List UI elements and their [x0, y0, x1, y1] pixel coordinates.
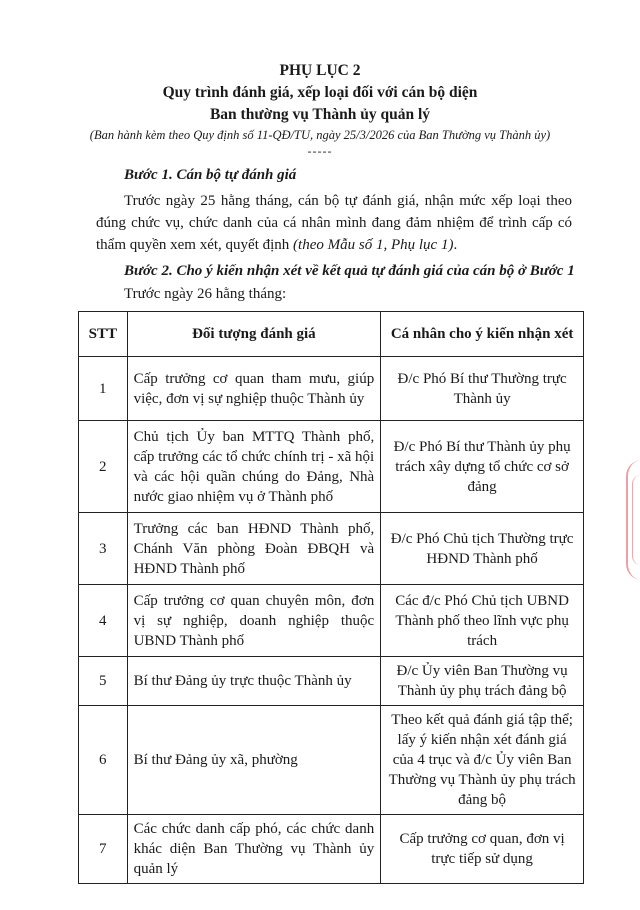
row-reviewer: Các đ/c Phó Chủ tịch UBND Thành phố theo lĩnh vực phụ trách — [381, 585, 584, 657]
step1-paragraph — [96, 190, 572, 256]
step2-heading: Bước 2. Cho ý kiến nhận xét về kết quả tự đánh giá của cán bộ ở Bước 1 — [124, 263, 575, 279]
row-object: Cấp trưởng cơ quan chuyên môn, đơn vị sự nghiệp, doanh nghiệp thuộc UBND Thành phố — [127, 585, 381, 657]
row-reviewer: Đ/c Ủy viên Ban Thường vụ Thành ủy phụ trách đảng bộ — [381, 657, 584, 706]
separator: ----- — [307, 144, 333, 158]
row-object: Bí thư Đảng ủy xã, phường — [127, 706, 381, 815]
row-stt: 5 — [79, 657, 128, 706]
row-object: Trưởng các ban HĐND Thành phố, Chánh Văn phòng Đoàn ĐBQH và HĐND Thành phố — [127, 513, 381, 585]
row-reviewer: Theo kết quả đánh giá tập thể; lấy ý kiến nhận xét đánh giá của 4 trục và đ/c Ủy viên Ban Thường vụ Thành ủy phụ trách đảng bộ — [381, 706, 584, 815]
table-row — [79, 585, 584, 657]
row-stt: 3 — [79, 513, 128, 585]
row-object: Các chức danh cấp phó, các chức danh khác diện Ban Thường vụ Thành ủy quản lý — [127, 815, 381, 884]
doc-title-line2: Ban thường vụ Thành ủy quản lý — [209, 106, 431, 123]
red-stamp-inner-mark — [632, 475, 640, 565]
row-stt: 7 — [79, 815, 128, 884]
review-table — [78, 311, 584, 884]
table-row — [79, 706, 584, 815]
table-row — [79, 815, 584, 884]
row-stt: 2 — [79, 421, 128, 513]
row-reviewer: Đ/c Phó Bí thư Thường trực Thành ủy — [381, 357, 584, 421]
row-reviewer: Đ/c Phó Chủ tịch Thường trực HĐND Thành phố — [381, 513, 584, 585]
row-stt: 4 — [79, 585, 128, 657]
row-reviewer: Cấp trưởng cơ quan, đơn vị trực tiếp sử dụng — [381, 815, 584, 884]
table-row — [79, 357, 584, 421]
table-header-row — [79, 312, 584, 357]
doc-subtitle: (Ban hành kèm theo Quy định số 11-QĐ/TU, ngày 25/3/2026 của Ban Thường vụ Thành ủy) — [89, 128, 551, 142]
table-row — [79, 421, 584, 513]
row-object: Cấp trưởng cơ quan tham mưu, giúp việc, đơn vị sự nghiệp thuộc Thành ủy — [127, 357, 381, 421]
step1-text-end: . — [453, 237, 458, 253]
doc-title-line1: Quy trình đánh giá, xếp loại đối với cán bộ diện — [162, 84, 478, 101]
header-reviewer: Cá nhân cho ý kiến nhận xét — [381, 312, 584, 357]
appendix-title: PHỤ LỤC 2 — [279, 62, 361, 79]
row-stt: 6 — [79, 706, 128, 815]
step2-deadline: Trước ngày 26 hằng tháng: — [124, 286, 287, 302]
row-object: Chủ tịch Ủy ban MTTQ Thành phố, cấp trưởng các tổ chức chính trị - xã hội và các hội quần chúng do Đảng, Nhà nước giao nhiệm vụ ở Thành phố — [127, 421, 381, 513]
row-reviewer: Đ/c Phó Bí thư Thành ủy phụ trách xây dựng tổ chức cơ sở đảng — [381, 421, 584, 513]
step1-text-italic: (theo Mẫu số 1, Phụ lục 1) — [293, 237, 454, 253]
step1-heading: Bước 1. Cán bộ tự đánh giá — [124, 167, 297, 183]
table-row — [79, 513, 584, 585]
row-object: Bí thư Đảng ủy trực thuộc Thành ủy — [127, 657, 381, 706]
table-row — [79, 657, 584, 706]
header-stt: STT — [79, 312, 128, 357]
step1-text: Trước ngày 25 hằng tháng, cán bộ tự đánh giá, nhận mức xếp loại theo đúng chức vụ, chức danh của cá nhân mình đang đảm nhiệm để trình cấp có thẩm quyền xem xét, quyết định — [96, 193, 572, 253]
row-stt: 1 — [79, 357, 128, 421]
header-object: Đối tượng đánh giá — [127, 312, 381, 357]
